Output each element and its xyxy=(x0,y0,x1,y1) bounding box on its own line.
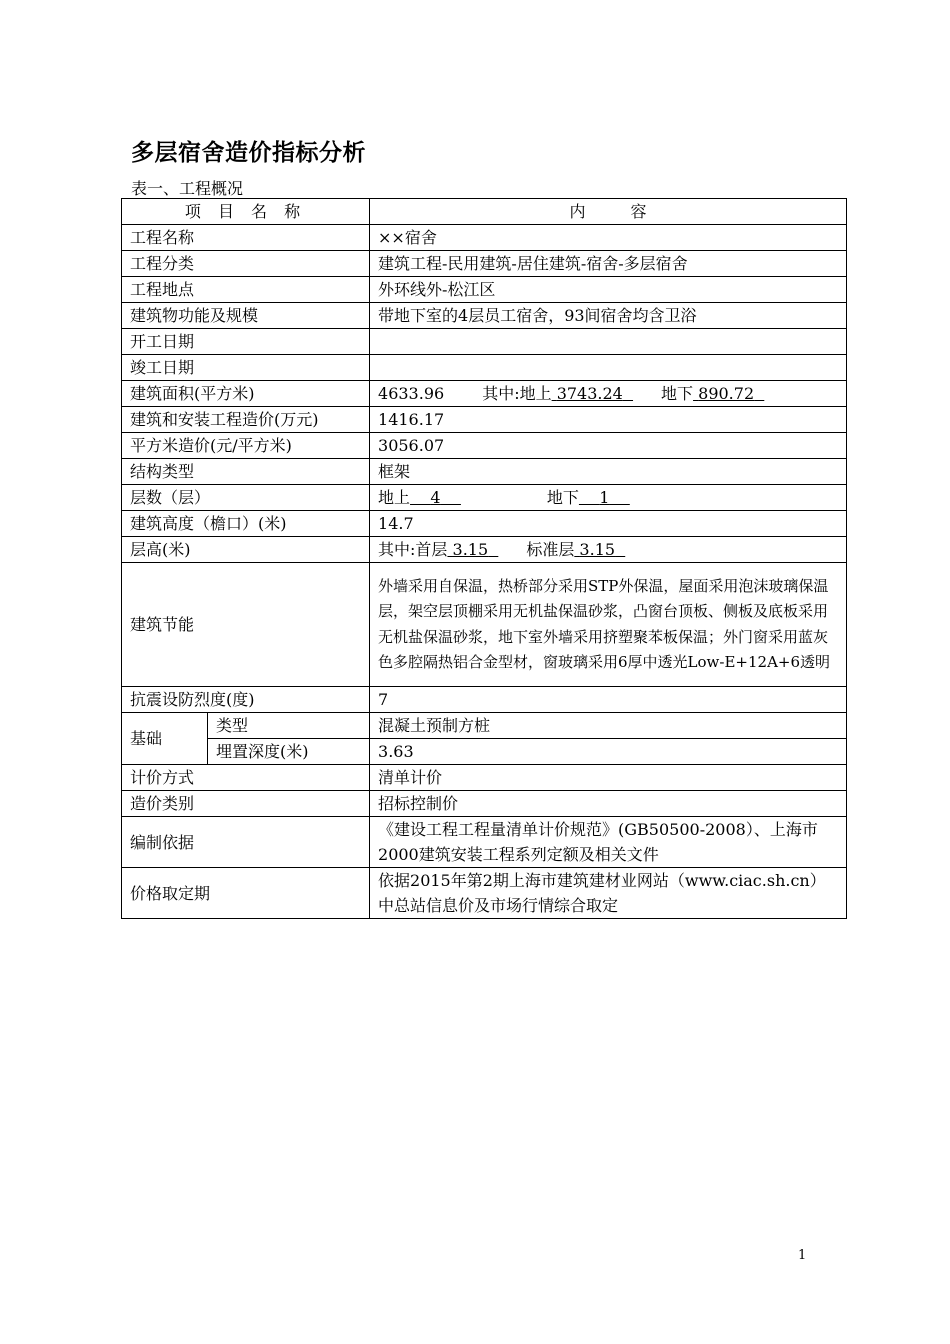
row-label: 层高(米) xyxy=(122,537,370,563)
floors-below-label: 地下 xyxy=(546,488,579,507)
table-row xyxy=(122,251,847,277)
row-value: 外墙采用自保温，热桥部分采用STP外保温，屋面采用泡沫玻璃保温层，架空层顶棚采用无机盐保温砂浆，凸窗台顶板、侧板及底板采用无机盐保温砂浆，地下室外墙采用挤塑聚苯板保温；外门窗采用蓝灰色多腔隔热铝合金型材，窗玻璃采用6厚中透光Low-E+12A+6透明 xyxy=(370,563,847,687)
row-label: 平方米造价(元/平方米) xyxy=(122,433,370,459)
table-row xyxy=(122,303,847,329)
table-row xyxy=(122,739,847,765)
row-label: 结构类型 xyxy=(122,459,370,485)
row-value xyxy=(370,355,847,381)
header-item-name: 项 目 名 称 xyxy=(122,199,370,225)
row-label: 建筑节能 xyxy=(122,563,370,687)
table-row xyxy=(122,511,847,537)
storey-first-label: 其中:首层 xyxy=(378,540,448,559)
row-label: 工程分类 xyxy=(122,251,370,277)
foundation-type-value: 混凝土预制方桩 xyxy=(370,713,847,739)
row-value: 外环线外-松江区 xyxy=(370,277,847,303)
row-label: 竣工日期 xyxy=(122,355,370,381)
floors-above-value: 4 xyxy=(430,488,441,507)
foundation-label: 基础 xyxy=(122,713,208,765)
storey-std-value: 3.15 xyxy=(579,540,616,559)
table-caption: 表一、工程概况 xyxy=(131,179,244,198)
row-label: 工程名称 xyxy=(122,225,370,251)
table-row xyxy=(122,355,847,381)
table-row xyxy=(122,433,847,459)
row-value: 招标控制价 xyxy=(370,791,847,817)
table-row xyxy=(122,459,847,485)
floors-below-value: 1 xyxy=(599,488,610,507)
table-row xyxy=(122,381,847,407)
table-header-row xyxy=(122,199,847,225)
row-label: 开工日期 xyxy=(122,329,370,355)
row-label: 建筑高度（檐口）(米) xyxy=(122,511,370,537)
row-value xyxy=(370,329,847,355)
table-row xyxy=(122,407,847,433)
floors-above-label: 地上 xyxy=(378,488,411,507)
area-below-label: 地下 xyxy=(661,384,694,403)
table-row xyxy=(122,277,847,303)
row-label: 计价方式 xyxy=(122,765,370,791)
row-value: 《建设工程工程量清单计价规范》(GB50500-2008）、上海市2000建筑安装工程系列定额及相关文件 xyxy=(370,817,847,868)
row-label: 工程地点 xyxy=(122,277,370,303)
row-value: 清单计价 xyxy=(370,765,847,791)
row-value xyxy=(370,537,847,563)
table-row xyxy=(122,765,847,791)
table-row xyxy=(122,868,847,919)
row-value: 1416.17 xyxy=(370,407,847,433)
area-above-value: 3743.24 xyxy=(556,384,623,403)
storey-first-value: 3.15 xyxy=(452,540,489,559)
table-row xyxy=(122,563,847,687)
row-label: 抗震设防烈度(度) xyxy=(122,687,370,713)
row-value xyxy=(370,381,847,407)
row-label: 建筑和安装工程造价(万元) xyxy=(122,407,370,433)
project-overview-table xyxy=(121,198,847,919)
table-row xyxy=(122,329,847,355)
row-value: 建筑工程-民用建筑-居住建筑-宿舍-多层宿舍 xyxy=(370,251,847,277)
table-row xyxy=(122,791,847,817)
foundation-depth-label: 埋置深度(米) xyxy=(208,739,370,765)
storey-std-label: 标准层 xyxy=(526,540,575,559)
area-above-label: 其中:地上 xyxy=(482,384,552,403)
foundation-type-label: 类型 xyxy=(208,713,370,739)
row-value: 带地下室的4层员工宿舍，93间宿舍均含卫浴 xyxy=(370,303,847,329)
row-label: 层数（层） xyxy=(122,485,370,511)
row-label: 造价类别 xyxy=(122,791,370,817)
table-row xyxy=(122,713,847,739)
row-value: ××宿舍 xyxy=(370,225,847,251)
row-value: 框架 xyxy=(370,459,847,485)
row-value: 7 xyxy=(370,687,847,713)
document-title: 多层宿舍造价指标分析 xyxy=(131,140,366,166)
row-value: 依据2015年第2期上海市建筑建材业网站（www.ciac.sh.cn）中总站信息价及市场行情综合取定 xyxy=(370,868,847,919)
row-label: 建筑物功能及规模 xyxy=(122,303,370,329)
row-value: 14.7 xyxy=(370,511,847,537)
row-label: 编制依据 xyxy=(122,817,370,868)
table-row xyxy=(122,225,847,251)
table-row xyxy=(122,537,847,563)
table-row xyxy=(122,817,847,868)
page-number: 1 xyxy=(798,1248,807,1263)
table-row xyxy=(122,687,847,713)
foundation-depth-value: 3.63 xyxy=(370,739,847,765)
row-value xyxy=(370,485,847,511)
row-label: 价格取定期 xyxy=(122,868,370,919)
header-content: 内 容 xyxy=(370,199,847,225)
row-label: 建筑面积(平方米) xyxy=(122,381,370,407)
row-value: 3056.07 xyxy=(370,433,847,459)
area-below-value: 890.72 xyxy=(698,384,755,403)
table-row xyxy=(122,485,847,511)
area-total: 4633.96 xyxy=(378,384,445,403)
